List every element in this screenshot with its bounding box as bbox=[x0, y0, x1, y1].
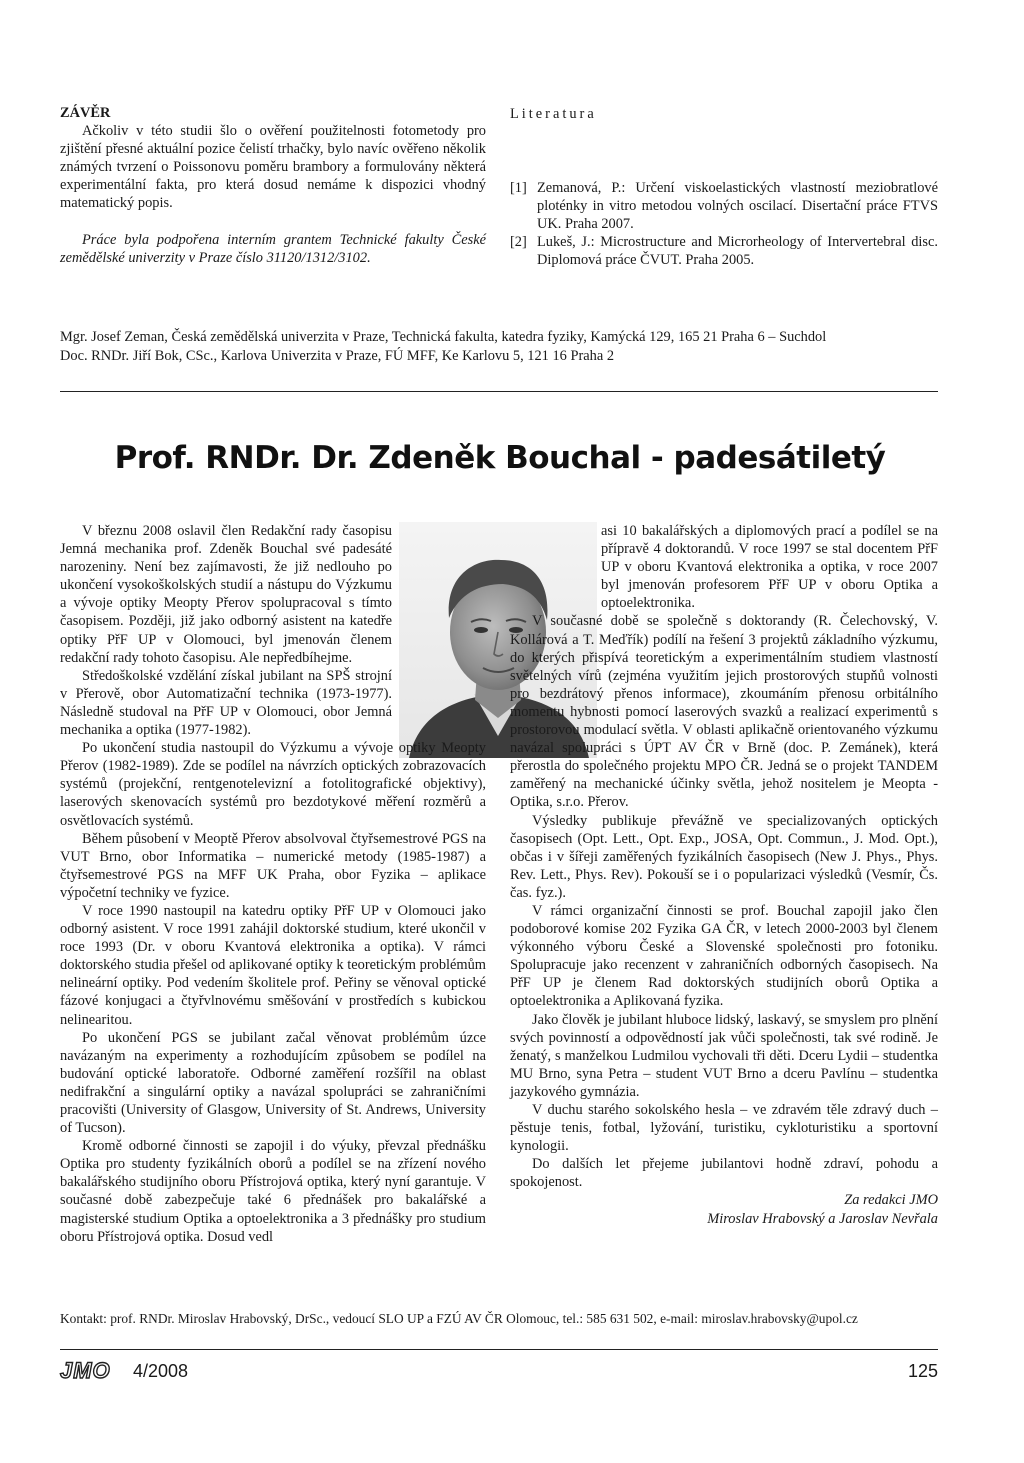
literature-heading: Literatura bbox=[510, 106, 597, 122]
article-paragraph: V březnu 2008 oslavil člen Redakční rady časopisu Jemná mechanika prof. Zdeněk Bouchal své padesáté narozeniny. Není bez zajímavosti, že již nedlouho po ukončení vysokoškolských studií a nástupu do Výzkumu a vývoje optiky Meopty Přerov spolupracoval s tímto časopisem. Později, již jako odborný asistent na katedře optiky PřF UP v Olomouci, byl jmenován členem redakční rady tohoto časopisu. Ale nepředbíhejme. bbox=[60, 523, 392, 666]
section-divider bbox=[60, 391, 938, 392]
editorial-signature-names: Miroslav Hrabovský a Jaroslav Nevřala bbox=[707, 1210, 938, 1227]
article-paragraph: Výsledky publikuje převážně ve specializovaných optických časopisech (Opt. Lett., Opt. Exp., JOSA, Opt. Commun., J. Mod. Opt.), občas i v šířeji zaměřených fyzikálních časopisech (New J. Phys., Phys. Rev. Lett., Phys. Rev). Pokouší se i o popularizaci výsledků (Vesmír, Čs. čas. fyz.). bbox=[510, 812, 938, 901]
author-line: Mgr. Josef Zeman, Česká zemědělská univerzita v Praze, Technická fakulta, katedra fyziky, Kamýcká 129, 165 21 Praha 6 – Suchdol bbox=[60, 329, 827, 345]
issue-number: 4/2008 bbox=[133, 1361, 189, 1381]
author-line: Doc. RNDr. Jiří Bok, CSc., Karlova Univerzita v Praze, FÚ MFF, Ke Karlovu 5, 121 16 Praha 2 bbox=[60, 347, 615, 364]
contact-line: Kontakt: prof. RNDr. Miroslav Hrabovský, DrSc., vedoucí SLO UP a FZÚ AV ČR Olomouc, tel.: 585 631 502, e-mail: miroslav.hrabovsky@upol.cz bbox=[60, 1311, 858, 1326]
conclusion-section bbox=[60, 104, 486, 267]
article-paragraph: Středoškolské vzdělání získal jubilant na SPŠ strojní v Přerově, obor Automatizační technika (1973-1977). Následně studoval na PřF UP v Olomouci, obor Jemná mechanika a optika (1977-1982). bbox=[60, 667, 392, 739]
reference-text: Lukeš, J.: Microstructure and Microrheology of Intervertebral disc. Diplomová práce ČVUT. Praha 2005. bbox=[537, 234, 938, 269]
article-paragraph: V roce 1990 nastoupil na katedru optiky PřF UP v Olomouci jako odborný asistent. V roce 1991 zahájil doktorské studium, které ukončil v roce 1993 (Dr. v oboru Kvantová elektronika a optika). V rámci doktorského studia přešel od aplikované optiky k teoretickým problémům nelineární optiky. Pod vedením školitele prof. Peřiny se věnoval optické fázové konjugaci a čtyřvlnovému směšování v prostředích s kubickou nelinearitou. bbox=[60, 902, 486, 1028]
reference-item bbox=[510, 233, 938, 269]
article-paragraph: Během působení v Meoptě Přerov absolvoval čtyřsemestrové PGS na VUT Brno, obor Informatika – numerické metody (1985-1987) a čtyřsemestrové PGS na MFF UK Praha, obor Fyzika – aplikace výpočetní techniky ve fyzice. bbox=[60, 830, 486, 901]
reference-number: [1] bbox=[510, 180, 527, 196]
editorial-signature: Za redakci JMO bbox=[844, 1192, 938, 1209]
article-paragraph: V rámci organizační činnosti se prof. Bouchal zapojil jako člen podoborové komise 202 Fyzika GA ČR, v letech 2000-2003 byl členem výkonného výboru České a Slovenské společnosti pro fotoniku. Spolupracuje jako recenzent v zahraničních odborných časopisech. Na PřF UP je členem Rad doktorských studijních oborů Optika a optoelektronika a Aplikovaná fyzika. bbox=[510, 902, 938, 1010]
reference-item bbox=[510, 179, 938, 233]
journal-logo: JMO bbox=[60, 1358, 111, 1383]
article-paragraph: Po ukončení PGS se jubilant začal věnovat problémům úzce navázaným na experimenty a rozhodujícím způsobem se podílel na budování optické laboratoře. Odborné zaměření rozšířil na oblast nedifrakční a singulární optiky a navázal spolupráci se zahraničními pracovišti (University of Glasgow, University of St. Andrews, University of Tucson). bbox=[60, 1029, 486, 1137]
article-paragraph: asi 10 bakalářských a diplomových prací a podílel se na přípravě 4 doktorandů. V roce 1997 se stal docentem PřF UP v oboru Kvantová elektronika a optika, v roce 2007 byl jmenován profesorem PřF UP v oboru Optika a optoelektronika. bbox=[601, 523, 938, 612]
article-paragraph: Do dalších let přejeme jubilantovi hodně zdraví, pohodu a spokojenost. bbox=[510, 1156, 938, 1191]
article-paragraph: Po ukončení studia nastoupil do Výzkumu a vývoje optiky Meopty Přerov (1982-1989). Zde se podílel na návrzích optických zobrazovacích systémů (projekční, rentgenotelevizní a fotolitografické objektivy), laserových skenovacích systémů pro bezdotykové měření rozměrů a osvětlovacích systémů. bbox=[60, 740, 486, 829]
article-paragraph: Kromě odborné činnosti se zapojil i do výuky, převzal přednášku Optika pro studenty fyzikálních oborů a podílel se na zřízení nového bakalářského studijního oboru Přístrojová optika, který nyní garantuje. V současné době zabezpečuje také 6 přednášek pro bakalářské a magisterské studium Optika a optoelektronika a 3 přednášky pro studium oboru Přístrojová optika. Dosud vedl bbox=[60, 1138, 486, 1245]
article-title: Prof. RNDr. Dr. Zdeněk Bouchal - padesátiletý bbox=[114, 440, 886, 476]
article-paragraph: V současné době se společně s doktorandy (R. Čelechovský, V. Kollárová a T. Meďřík) podílí na řešení 3 projektů základního výzkumu, do kterých přispívá teoretickým a experimentálním studiem vlastností světelných vírů (zejména využitím jejich prostorových stupňů volnosti pro bezdrátový přenos informace), zkoumáním přenosu orbitálního momentu hybnosti pomocí laserových svazků a realizací experimentů s prostorovou modulací světla. V oblasti aplikačně orientovaného výzkumu navázal spolupráci s ÚPT AV ČR v Brně (doc. P. Zemánek), která přerostla do společného projektu MPO ČR. Jedná se o projekt TANDEM zaměřený na mechanické účinky světla, jehož nositelem je Meopta - Optika, s.r.o. Přerov. bbox=[510, 613, 938, 811]
footer-divider bbox=[60, 1349, 938, 1350]
conclusion-paragraph: Ačkoliv v této studii šlo o ověření použitelnosti fotometody pro zjištění přesné aktuální pozice čelistí trhačky, bylo navíc ověřeno několik známých tvrzení o Poissonovu poměru brambory a formulovány některá experimentální fakta, pro která dosud nemáme k dispozici vhodný matematický popis. bbox=[60, 123, 486, 212]
conclusion-heading: ZÁVĚR bbox=[60, 105, 111, 121]
page-number: 125 bbox=[907, 1361, 938, 1381]
grant-acknowledgement: Práce byla podpořena interním grantem Technické fakulty České zemědělské univerzity v Praze číslo 31120/1312/3102. bbox=[60, 231, 486, 266]
article-left-column bbox=[60, 522, 486, 1246]
article-paragraph: Jako člověk je jubilant hluboce lidský, laskavý, se smyslem pro plnění svých povinností a odpovědností jak vůči společnosti, tak své rodině. Je ženatý, s manželkou Ludmilou vychovali tři děti. Dceru Lydii – studentka MU Brno, syna Petra – student VUT Brno a dceru Pavlínu – studentka jazykového gymnázia. bbox=[510, 1011, 938, 1100]
article-paragraph: V duchu starého sokolského hesla – ve zdravém těle zdravý duch – pěstuje tenis, fotbal, lyžování, turistiku, cykloturistiku a sportovní kynologii. bbox=[510, 1102, 938, 1155]
authors-affiliations bbox=[60, 328, 950, 365]
reference-text: Zemanová, P.: Určení viskoelastických vlastností meziobratlové ploténky in vitro metodou volných oscilací. Disertační práce FTVS UK. Praha 2007. bbox=[537, 180, 938, 233]
reference-number: [2] bbox=[510, 234, 527, 251]
article-right-column bbox=[510, 522, 938, 1228]
literature-section bbox=[510, 106, 938, 269]
